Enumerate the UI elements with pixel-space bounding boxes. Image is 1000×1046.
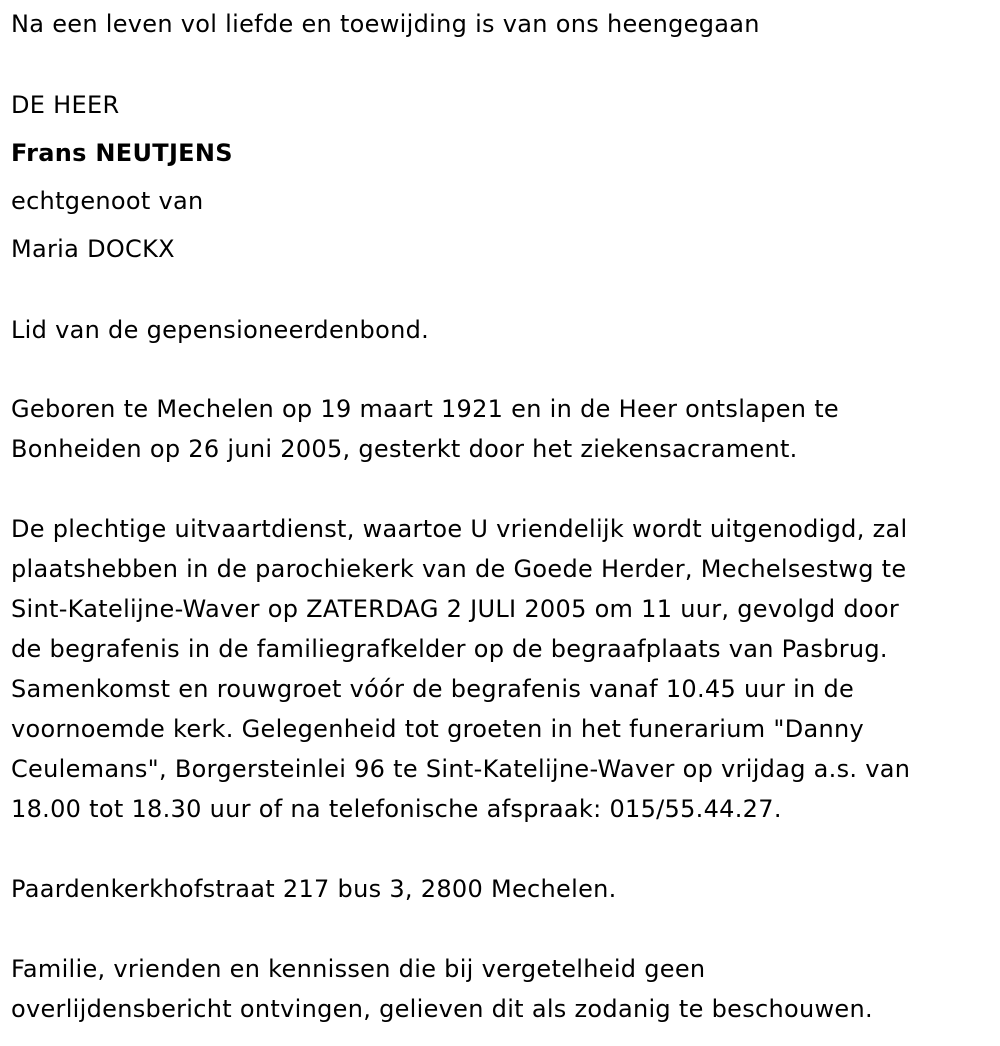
- funeral-line: Samenkomst en rouwgroet vóór de begrafenis vanaf 10.45 uur in de: [11, 675, 855, 703]
- spouse-name: Maria DOCKX: [11, 235, 175, 263]
- funeral-line: voornoemde kerk. Gelegenheid tot groeten in het funerarium "Danny: [11, 715, 865, 743]
- address-line: Paardenkerkhofstraat 217 bus 3, 2800 Mechelen.: [11, 875, 617, 903]
- birth-death-line: Bonheiden op 26 juni 2005, gesterkt door het ziekensacrament.: [11, 435, 798, 463]
- closing-line: overlijdensbericht ontvingen, gelieven dit als zodanig te beschouwen.: [11, 995, 873, 1023]
- closing-line: Familie, vrienden en kennissen die bij vergetelheid geen: [11, 955, 706, 983]
- funeral-line: plaatshebben in de parochiekerk van de Goede Herder, Mechelsestwg te: [11, 555, 907, 583]
- funeral-line: Ceulemans", Borgersteinlei 96 te Sint-Katelijne-Waver op vrijdag a.s. van: [11, 755, 911, 783]
- funeral-line: Sint-Katelijne-Waver op ZATERDAG 2 JULI 2005 om 11 uur, gevolgd door: [11, 595, 899, 623]
- birth-death-line: Geboren te Mechelen op 19 maart 1921 en in de Heer ontslapen te: [11, 395, 839, 423]
- funeral-line: de begrafenis in de familiegrafkelder op de begraafplaats van Pasbrug.: [11, 635, 888, 663]
- relation-line: echtgenoot van: [11, 187, 204, 215]
- membership-line: Lid van de gepensioneerdenbond.: [11, 316, 430, 344]
- funeral-line: 18.00 tot 18.30 uur of na telefonische afspraak: 015/55.44.27.: [11, 795, 782, 823]
- deceased-title: DE HEER: [11, 91, 120, 119]
- funeral-line: De plechtige uitvaartdienst, waartoe U vriendelijk wordt uitgenodigd, zal: [11, 515, 908, 543]
- deceased-name: Frans NEUTJENS: [11, 139, 233, 167]
- intro-line: Na een leven vol liefde en toewijding is van ons heengegaan: [11, 10, 760, 38]
